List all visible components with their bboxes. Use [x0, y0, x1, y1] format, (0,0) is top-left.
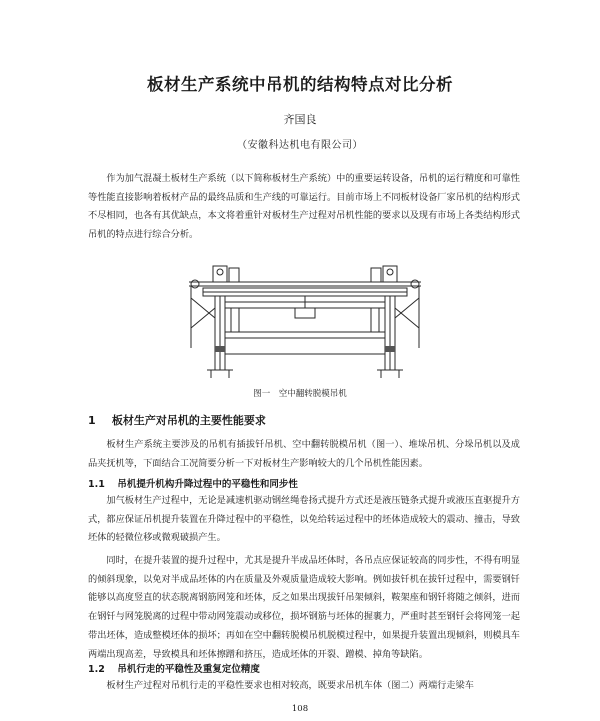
section-1-1-text-2: 同时，在提升装置的提升过程中，尤其是提升半成品坯体时，各吊点应保证较高的同步性，不得有明显的倾斜现象，以免对半成品坯体的内在质量及外观质量造成较大影响。例如拔钎机在拔钎过程中，需要钢钎能够以高度竖直的状态脱离钢筋网笼和坯体，反之如果出现拔钎吊架倾斜，鞍架座和钢钎将随之倾斜，进而在钢钎与网笼脱离的过程中带动网笼震动或移位，损坏钢筋与坯体的握裹力，严重时甚至钢钎会将网笼一起带出坯体，造成整模坯体的损坏；再如在空中翻转脱模吊机脱模过程中，如果提升装置出现倾斜，则模具车两端出现高差，导致模具和坯体擦蹭和挤压，造成坯体的开裂、蹭模、掉角等缺陷。: [88, 555, 520, 660]
section-1-1-paragraph-1: [88, 492, 520, 548]
section-1-heading: [88, 412, 266, 428]
section-1-1-paragraph-2: [88, 552, 520, 664]
subsection-number: 1.1: [88, 479, 105, 490]
subsection-title: 吊机行走的平稳性及重复定位精度: [117, 664, 260, 675]
author-name: 齐国良: [283, 113, 317, 126]
section-1-2-text: 板材生产过程对吊机行走的平稳性要求也相对较高，既要求吊机车体（图二）两端行走梁车: [106, 680, 474, 691]
subsection-number: 1.2: [88, 664, 105, 675]
section-1-1-heading: [88, 476, 298, 490]
paper-title: 板材生产系统中吊机的结构特点对比分析: [147, 75, 453, 94]
figure-caption: 图一 空中翻转脱模吊机: [253, 389, 347, 399]
crane-figure: [185, 258, 425, 386]
page-number: 108: [291, 704, 309, 714]
intro-paragraph: [88, 170, 520, 245]
section-title: 板材生产对吊机的主要性能要求: [111, 414, 266, 427]
section-number: 1: [88, 414, 96, 427]
section-1-1-text-1: 加气板材生产过程中，无论是减速机驱动钢丝绳卷扬式提升方式还是液压链条式提升或液压直驱提升方式，都应保证吊机提升装置在升降过程中的平稳性，以免给转运过程中的坯体造成较大的震动、撞击，导致坯体的轻微位移或微观破损产生。: [88, 495, 520, 544]
section-1-text: 板材生产系统主要涉及的吊机有插拔钎吊机、空中翻转脱模吊机（图一）、堆垛吊机、分垛吊机以及成品夹抚机等，下面结合工况简要分析一下对板材生产影响较大的几个吊机性能因素。: [88, 439, 520, 469]
intro-text: 作为加气混凝土板材生产系统（以下简称板材生产系统）中的重要运转设备，吊机的运行精度和可靠性等性能直接影响着板材产品的最终品质和生产线的可靠运行。目前市场上不同板材设备厂家吊机的结构形式不尽相同，也各有其优缺点，本文将着重针对板材生产过程对吊机性能的要求以及现有市场上各类结构形式吊机的特点进行综合分析。: [88, 173, 520, 241]
subsection-title: 吊机提升机构升降过程中的平稳性和同步性: [117, 479, 298, 490]
section-1-2-heading: [88, 661, 260, 675]
section-1-paragraph: [88, 436, 520, 473]
section-1-2-paragraph: [88, 677, 520, 696]
author-affiliation: （安徽科达机电有限公司）: [237, 140, 363, 151]
